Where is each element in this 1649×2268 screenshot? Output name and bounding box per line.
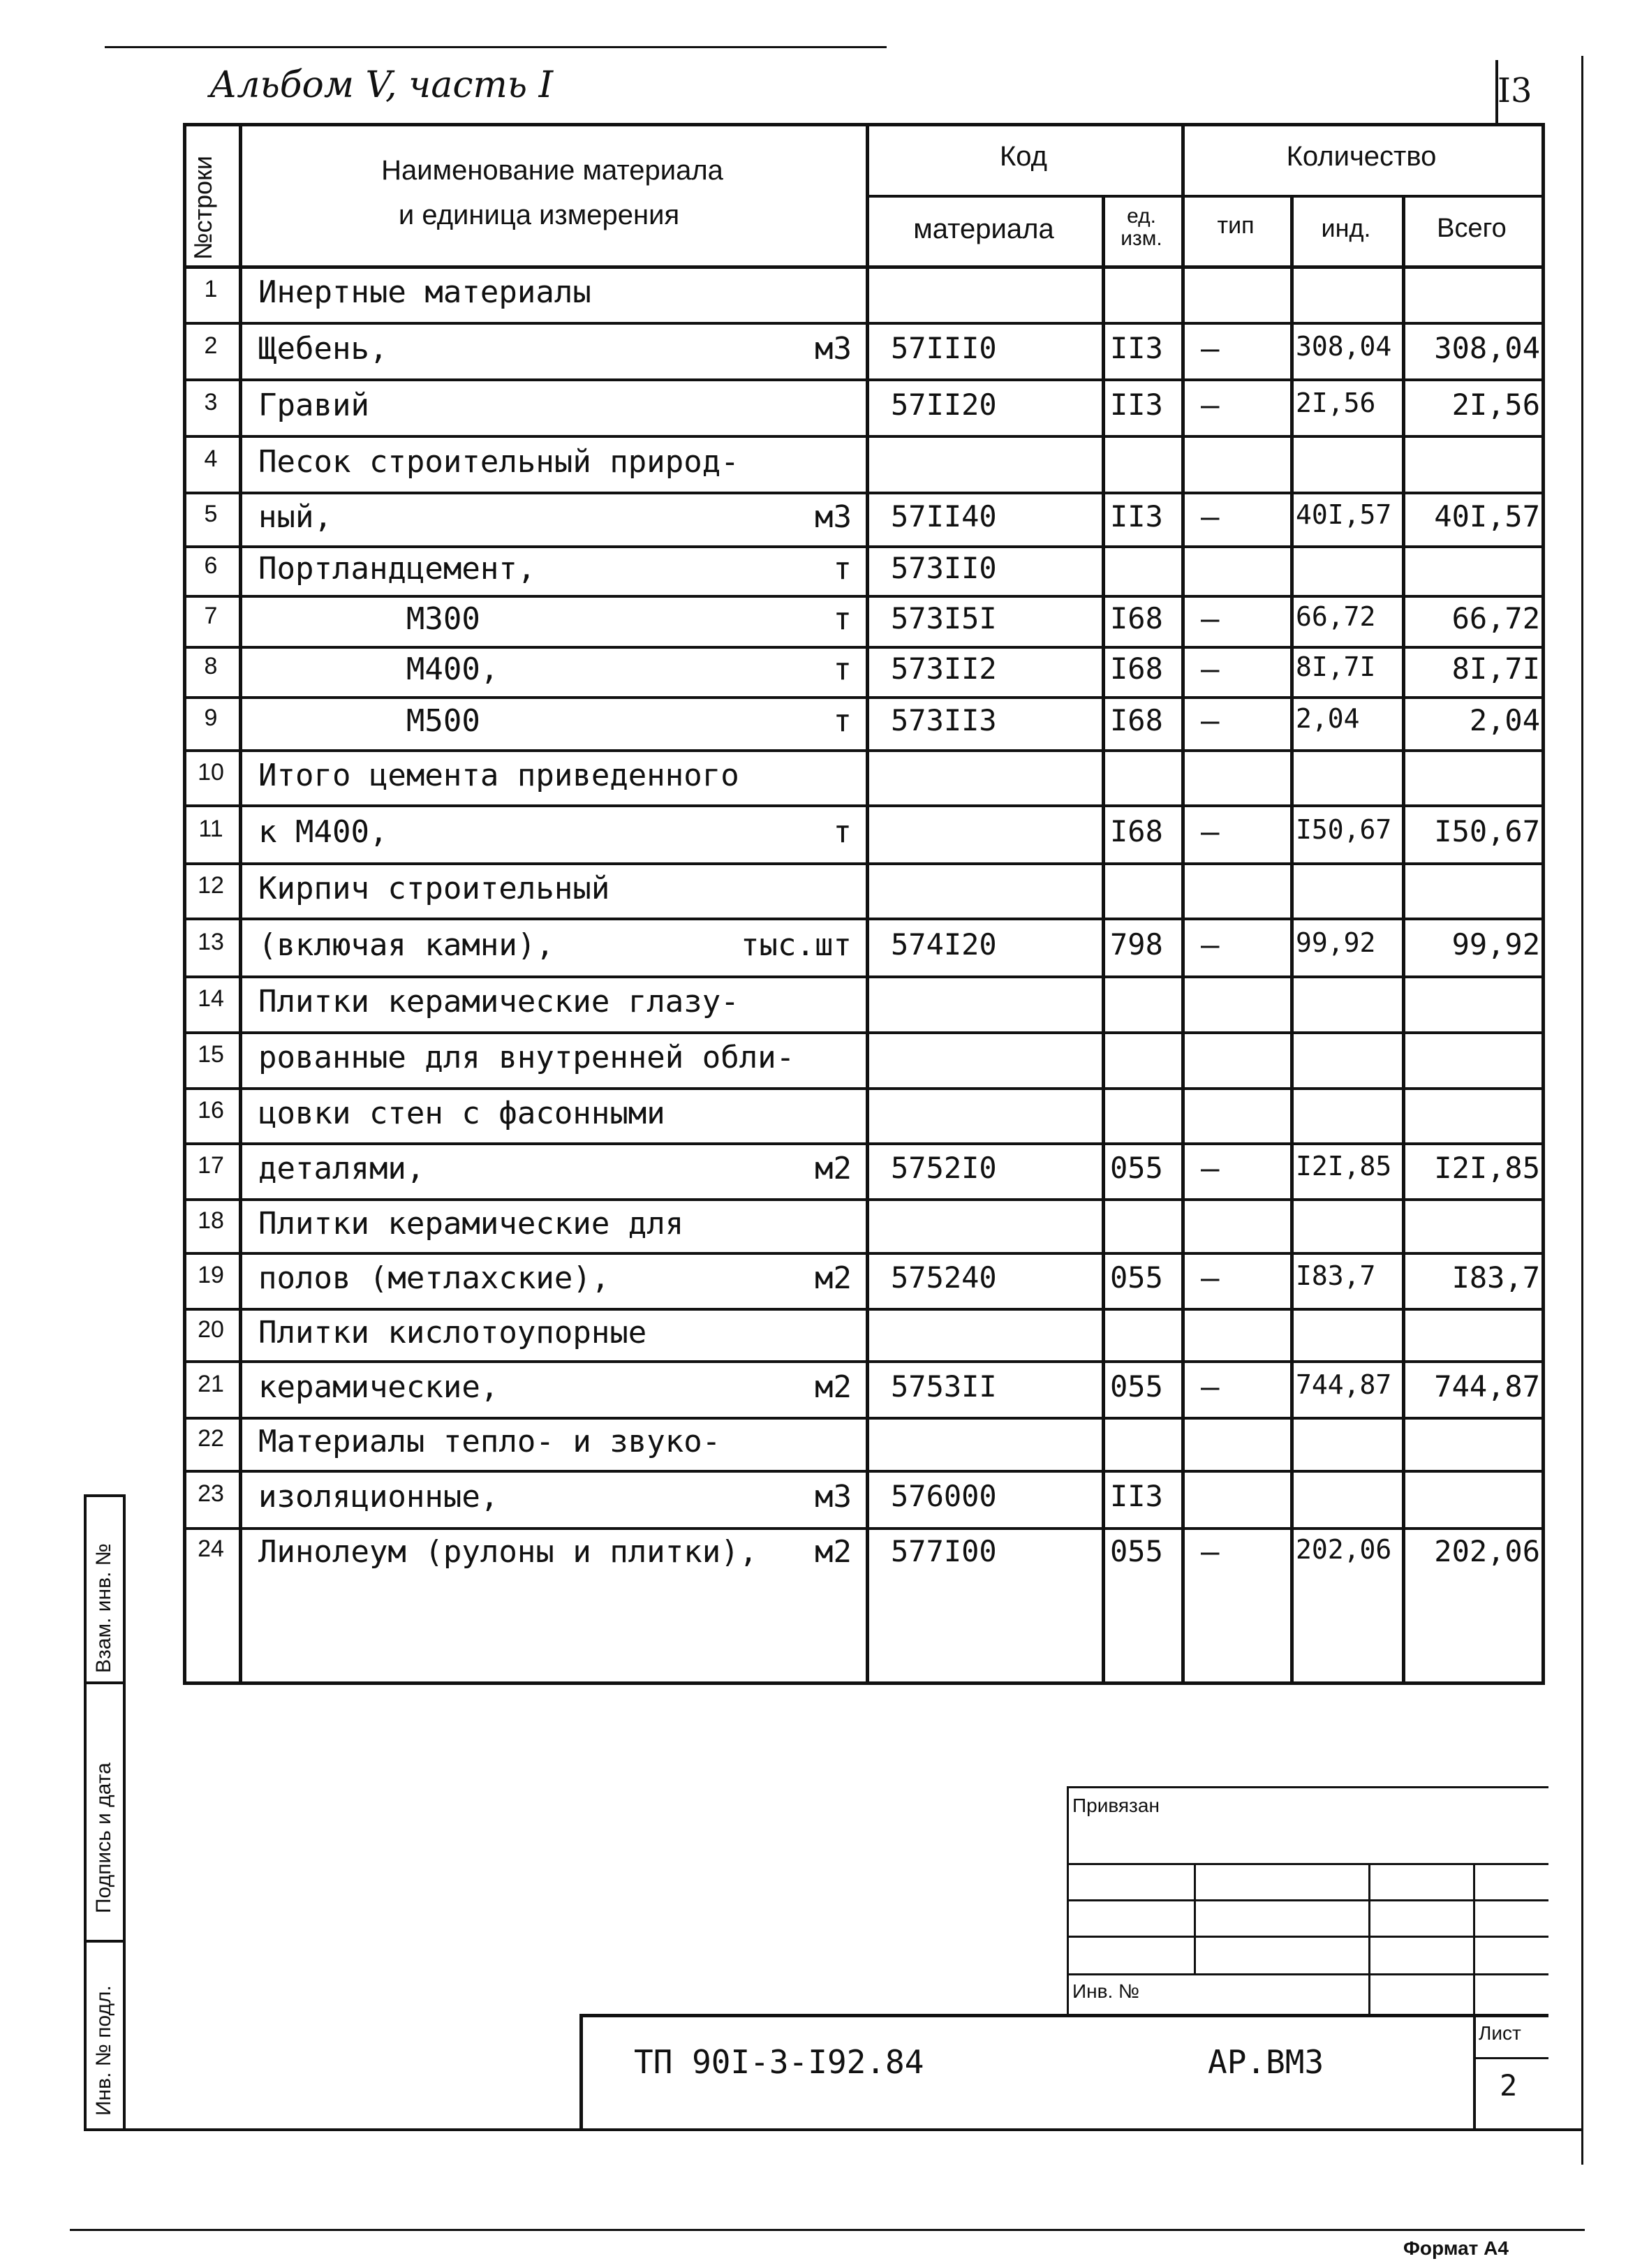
row-number: 13	[198, 928, 224, 955]
title-block-sheet-div	[1473, 2014, 1476, 2130]
cell-ind: 8I,7I	[1296, 651, 1376, 682]
row-number: 16	[198, 1096, 224, 1124]
cell-unit: т	[833, 813, 852, 850]
cell-tip: –	[1201, 1369, 1220, 1405]
cell-total: I83,7	[1451, 1260, 1540, 1295]
cell-total: 308,04	[1434, 330, 1540, 365]
cell-ind: 2I,56	[1296, 387, 1376, 418]
cell-code: 573II0	[891, 550, 997, 585]
cell-tip: –	[1201, 330, 1220, 367]
cell-ind: 202,06	[1296, 1533, 1392, 1565]
cell-name: Щебень,	[258, 330, 388, 367]
header-mid	[866, 195, 1544, 198]
cell-name: Материалы тепло- и звуко-	[258, 1424, 721, 1459]
album-label: Альбом V, часть I	[209, 64, 554, 106]
sheet-number: 2	[1500, 2068, 1518, 2103]
cell-total: 2,04	[1469, 703, 1540, 737]
cell-name: М400,	[258, 651, 499, 687]
cell-ed: I68	[1110, 601, 1163, 635]
col-line-2	[866, 123, 869, 1685]
cell-ed: 798	[1110, 927, 1163, 962]
stamp-vline-2	[1368, 1863, 1370, 2017]
cell-unit: м3	[815, 499, 852, 535]
cell-code: 576000	[891, 1479, 997, 1513]
cell-ind: I2I,85	[1296, 1151, 1392, 1181]
row-number: 11	[198, 815, 223, 842]
page-number: I3	[1498, 71, 1532, 110]
row-divider	[183, 1417, 1544, 1420]
row-number: 3	[204, 388, 218, 415]
cell-name: Плитки кислотоупорные	[258, 1314, 647, 1350]
cell-code: 57III0	[891, 330, 997, 365]
right-frame	[1581, 56, 1583, 2165]
cell-unit: м2	[815, 1369, 852, 1405]
cell-code: 575240	[891, 1260, 997, 1295]
side-strip-top	[84, 1494, 126, 1497]
cell-total: 744,87	[1434, 1369, 1540, 1404]
row-number: 6	[204, 552, 218, 579]
stamp-privyazan: Привязан	[1072, 1795, 1160, 1816]
cell-ind: I50,67	[1296, 813, 1392, 845]
qty-type-header: тип	[1217, 212, 1255, 239]
cell-code: 574I20	[891, 927, 997, 962]
cell-unit: тыс.шт	[741, 927, 852, 963]
row-divider	[183, 696, 1544, 699]
row-divider	[183, 378, 1544, 381]
side-strip-right	[123, 1494, 126, 2131]
cell-name: рованные для внутренней обли-	[258, 1040, 795, 1075]
cell-code: 577I00	[891, 1533, 997, 1568]
cell-total: 8I,7I	[1451, 651, 1540, 686]
row-divider	[183, 1031, 1544, 1034]
row-number: 12	[198, 871, 224, 899]
cell-code: 573I5I	[891, 601, 997, 635]
section-code: АР.ВМ3	[1208, 2043, 1324, 2081]
cell-total: I2I,85	[1434, 1151, 1540, 1185]
row-number: 1	[204, 275, 218, 302]
title-block-top	[579, 2014, 1548, 2017]
cell-tip: –	[1201, 927, 1220, 963]
row-divider	[183, 1527, 1544, 1530]
cell-ed: II3	[1110, 499, 1163, 533]
cell-name: Портландцемент,	[258, 550, 536, 587]
stamp-box-top	[1067, 1786, 1548, 1788]
col-line-4	[1181, 123, 1185, 1685]
table-bottom	[183, 1681, 1544, 1685]
row-number-header: №строки	[188, 155, 217, 260]
row-divider	[183, 1470, 1544, 1473]
side-strip-div2	[84, 1940, 126, 1943]
col-line-5	[1290, 195, 1294, 1685]
row-number: 22	[198, 1425, 224, 1452]
cell-name: ный,	[258, 499, 332, 535]
code-material-header: материала	[913, 214, 1054, 244]
cell-tip: –	[1201, 387, 1220, 423]
cell-name: керамические,	[258, 1369, 499, 1405]
row-divider	[183, 322, 1544, 325]
row-divider	[183, 492, 1544, 494]
row-divider	[183, 749, 1544, 752]
cell-unit: м3	[815, 1479, 852, 1515]
cell-unit: т	[833, 601, 852, 637]
row-divider	[183, 1360, 1544, 1363]
qty-total-header: Всего	[1437, 214, 1507, 243]
cell-tip: –	[1201, 813, 1220, 850]
cell-code: 57II40	[891, 499, 997, 533]
side-strip-bottom	[84, 2128, 1583, 2131]
cell-ind: 2,04	[1296, 703, 1360, 734]
side-label-sign: Подпись и дата	[92, 1762, 115, 1913]
stamp-box-left	[1067, 1786, 1069, 2017]
cell-tip: –	[1201, 601, 1220, 637]
cell-tip: –	[1201, 651, 1220, 687]
row-number: 23	[198, 1480, 224, 1507]
row-divider	[183, 1308, 1544, 1311]
col-line-7	[1541, 123, 1545, 1685]
top-rule	[105, 46, 887, 48]
row-number: 17	[198, 1152, 224, 1179]
cell-name: полов (метлахские),	[258, 1260, 610, 1296]
row-divider	[183, 1198, 1544, 1201]
cell-code: 573II3	[891, 703, 997, 737]
row-divider	[183, 804, 1544, 807]
cell-name: Инертные материалы	[258, 274, 591, 310]
row-number: 15	[198, 1041, 224, 1068]
quantity-header: Количество	[1286, 141, 1437, 172]
title-block-left	[579, 2014, 583, 2130]
col-line-3	[1102, 195, 1105, 1685]
row-divider	[183, 595, 1544, 598]
row-number: 21	[198, 1370, 224, 1397]
row-divider	[183, 1087, 1544, 1090]
row-number: 2	[204, 332, 218, 359]
row-number: 9	[204, 705, 218, 731]
cell-ind: 40I,57	[1296, 499, 1392, 530]
cell-tip: –	[1201, 703, 1220, 739]
row-number: 8	[204, 653, 218, 679]
cell-total: 99,92	[1451, 927, 1540, 962]
cell-name: цовки стен с фасонными	[258, 1095, 665, 1131]
cell-unit: м2	[815, 1260, 852, 1296]
row-divider	[183, 918, 1544, 920]
cell-code: 5752I0	[891, 1151, 997, 1185]
cell-ed: 055	[1110, 1369, 1163, 1404]
cell-total: 202,06	[1434, 1533, 1540, 1568]
cell-name: Гравий	[258, 387, 369, 423]
cell-unit: м2	[815, 1151, 852, 1186]
cell-name: Линолеум (рулоны и плитки),	[258, 1533, 758, 1570]
cell-total: I50,67	[1434, 813, 1540, 848]
row-divider	[183, 1142, 1544, 1145]
stamp-line-2	[1067, 1899, 1548, 1901]
cell-code: 57II20	[891, 387, 997, 422]
code-header: Код	[999, 141, 1047, 172]
format-label: Формат А4	[1403, 2237, 1509, 2259]
row-number: 19	[198, 1262, 224, 1288]
stamp-vline-3	[1473, 1863, 1475, 2017]
name-header-2: и единица измерения	[398, 200, 680, 230]
cell-code: 573II2	[891, 651, 997, 686]
row-number: 4	[204, 445, 218, 472]
cell-unit: м2	[815, 1533, 852, 1570]
stamp-inv-no: Инв. №	[1072, 1980, 1140, 2002]
sheet-label: Лист	[1479, 2022, 1521, 2044]
cell-tip: –	[1201, 1260, 1220, 1296]
code-unit-header: ед. изм.	[1121, 205, 1162, 250]
row-number: 24	[198, 1535, 224, 1562]
qty-ind-header: инд.	[1321, 214, 1371, 242]
row-number: 18	[198, 1207, 224, 1234]
side-label-inv: Инв. № подл.	[92, 1985, 115, 2116]
row-divider	[183, 975, 1544, 978]
cell-ed: I68	[1110, 703, 1163, 737]
header-bottom	[183, 265, 1544, 269]
cell-unit: м3	[815, 330, 852, 367]
cell-unit: т	[833, 703, 852, 739]
row-divider	[183, 862, 1544, 865]
row-number: 7	[204, 602, 218, 629]
cell-ed: II3	[1110, 387, 1163, 422]
cell-ed: I68	[1110, 651, 1163, 686]
cell-ed: 055	[1110, 1151, 1163, 1185]
cell-name: изоляционные,	[258, 1479, 499, 1515]
cell-total: 40I,57	[1434, 499, 1540, 533]
cell-name: Песок строительный природ-	[258, 443, 739, 480]
cell-ind: 66,72	[1296, 601, 1376, 632]
cell-ind: 99,92	[1296, 927, 1376, 958]
cell-name: М300	[258, 601, 480, 637]
col-line-1	[239, 123, 242, 1685]
cell-tip: –	[1201, 1533, 1220, 1570]
cell-ed: 055	[1110, 1533, 1163, 1568]
cell-name: Итого цемента приведенного	[258, 757, 739, 793]
row-divider	[183, 1252, 1544, 1255]
row-number: 10	[198, 758, 224, 786]
cell-ind: I83,7	[1296, 1260, 1376, 1291]
cell-name: М500	[258, 703, 480, 739]
cell-ed: I68	[1110, 813, 1163, 848]
stamp-vline-1	[1194, 1863, 1196, 1973]
cell-ed: II3	[1110, 330, 1163, 365]
cell-ind: 308,04	[1296, 330, 1392, 362]
row-number: 20	[198, 1316, 224, 1343]
cell-name: к М400,	[258, 813, 388, 850]
row-number: 5	[204, 500, 218, 527]
cell-ed: 055	[1110, 1260, 1163, 1295]
table-top	[183, 123, 1544, 126]
name-header-1: Наименование материала	[381, 155, 723, 186]
cell-total: 66,72	[1451, 601, 1540, 635]
row-divider	[183, 435, 1544, 438]
row-number: 14	[198, 985, 224, 1012]
side-strip-left	[84, 1494, 87, 2131]
stamp-line-1	[1067, 1863, 1548, 1865]
cell-ind: 744,87	[1296, 1369, 1392, 1400]
bottom-rule	[70, 2229, 1585, 2231]
side-strip-div1	[84, 1681, 126, 1684]
cell-name: Кирпич строительный	[258, 870, 610, 906]
title-block-sheet-hline	[1473, 2057, 1548, 2059]
row-divider	[183, 646, 1544, 649]
row-divider	[183, 545, 1544, 548]
side-label-zam: Взам. инв. №	[92, 1543, 115, 1673]
stamp-line-4	[1067, 1973, 1548, 1975]
cell-unit: т	[833, 550, 852, 587]
stamp-line-3	[1067, 1936, 1548, 1938]
cell-unit: т	[833, 651, 852, 687]
cell-name: Плитки керамические для	[258, 1205, 684, 1242]
cell-ed: II3	[1110, 1479, 1163, 1513]
cell-name: (включая камни),	[258, 927, 554, 963]
cell-tip: –	[1201, 1151, 1220, 1186]
cell-code: 5753II	[891, 1369, 997, 1404]
cell-name: Плитки керамические глазу-	[258, 984, 739, 1019]
cell-name: деталями,	[258, 1151, 425, 1186]
cell-total: 2I,56	[1451, 387, 1540, 422]
document-code: ТП 90I-3-I92.84	[634, 2043, 924, 2081]
cell-tip: –	[1201, 499, 1220, 535]
